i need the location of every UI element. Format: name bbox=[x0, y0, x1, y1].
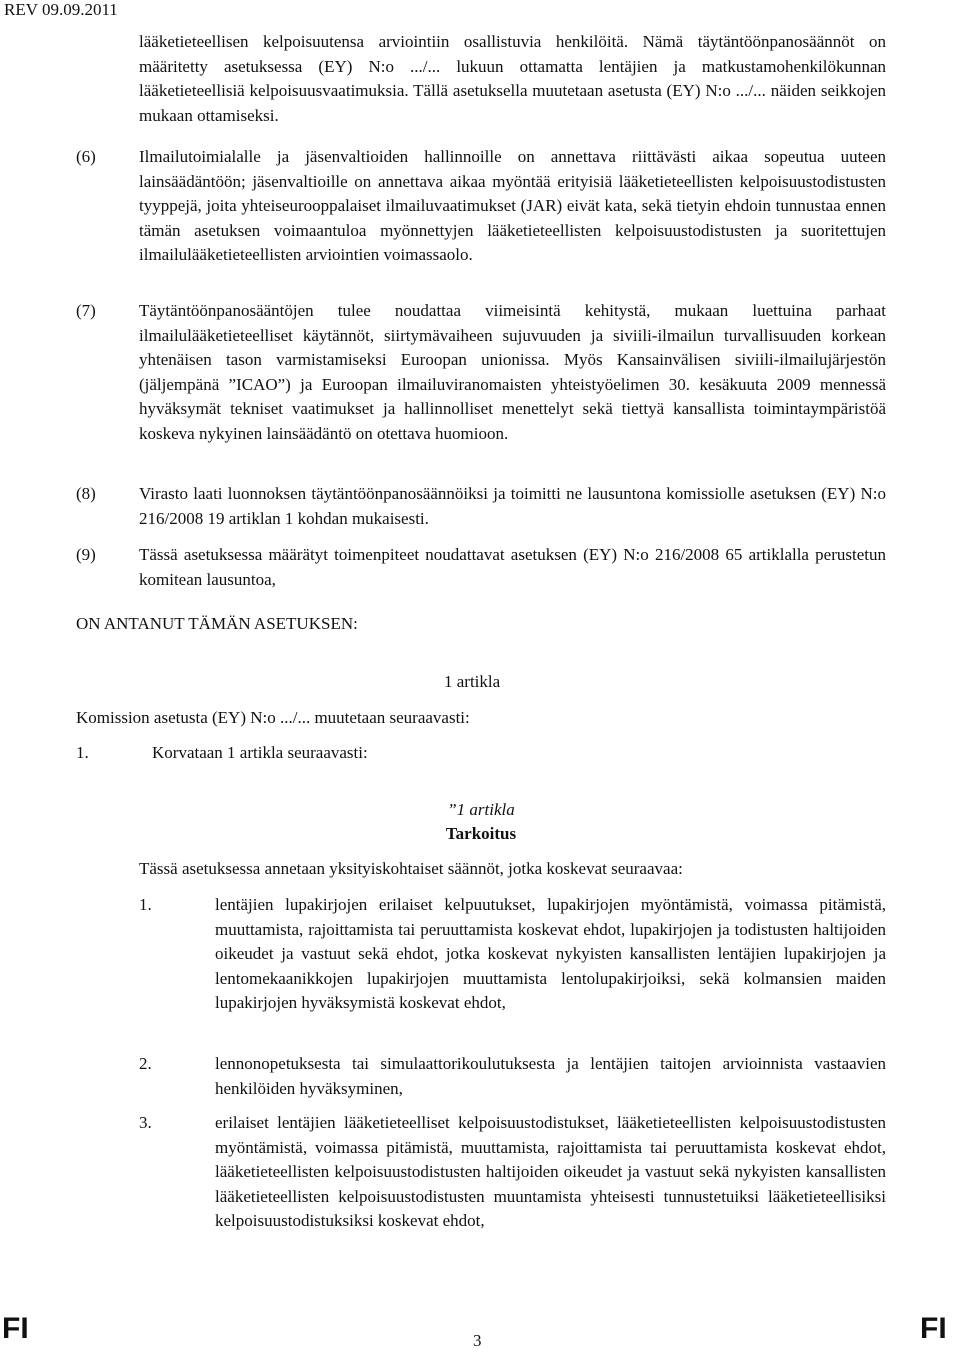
amendment-point-text: Korvataan 1 artikla seuraavasti: bbox=[152, 743, 368, 762]
list-item-number: 2. bbox=[139, 1054, 152, 1073]
recital-text: Virasto laati luonnoksen täytäntöönpanosäännöiksi ja toimitti ne lausuntona komissiolle asetuksen (EY) N:o 216/2008 19 artiklan 1 kohdan mukaisesti. bbox=[139, 484, 886, 528]
new-article-lead: Tässä asetuksessa annetaan yksityiskohtaiset säännöt, jotka koskevat seuraavaa: bbox=[139, 859, 683, 878]
recital-number: (7) bbox=[76, 301, 96, 320]
list-item-number: 3. bbox=[139, 1113, 152, 1132]
recital-text: Ilmailutoimialalle ja jäsenvaltioiden hallinnoille on annettava riittävästi aikaa sopeutua uuteen lainsäädäntöön; jäsenvaltioille on annettava aikaa myöntää erityisiä lääketieteellisten kelpoisuustodistusten tyyppejä, joita yhteiseurooppalaiset ilmailuvaatimukset (JAR) eivät kata, sekä tietyin ehdoin tunnustaa ennen tämän asetuksen voimaantuloa myönnettyjen lääketieteellisten kelpoisuustodistusten ja suoritettujen ilmailulääketieteellisten arviointien voimassaolo. bbox=[139, 147, 886, 264]
footer-language-code-left: FI bbox=[2, 1312, 29, 1345]
page-number: 3 bbox=[473, 1331, 482, 1350]
list-item-text: lennonopetuksesta tai simulaattorikoulutuksesta ja lentäjien taitojen arvioinnista vastaavien henkilöiden hyväksyminen, bbox=[215, 1054, 886, 1098]
article-heading: 1 artikla bbox=[444, 672, 501, 691]
list-item-number: 1. bbox=[139, 895, 152, 914]
recital-number: (6) bbox=[76, 147, 96, 166]
recital-text: Tässä asetuksessa määrätyt toimenpiteet noudattavat asetuksen (EY) N:o 216/2008 65 artiklalla perustetun komitean lausuntoa, bbox=[139, 545, 886, 589]
recital-text: Täytäntöönpanosääntöjen tulee noudattaa viimeisintä kehitystä, mukaan luettuina parhaat ilmailulääketieteelliset käytännöt, siirtymävaiheen sujuvuuden ja siviili-ilmailun turvallisuuden korkean yhtenäisen tason varmistamiseksi Euroopan unionissa. Myös Kansainvälisen siviili-ilmailujärjestön (jäljempänä ”ICAO”) ja Euroopan ilmailuviranomaisten yhteistyöelimen 30. kesäkuuta 2009 mennessä hyväksymät tekniset vaatimukset ja hallinnolliset menettelyt sekä tiettyä kansallista toimintaympäristöä koskeva nykyinen lainsäädäntö on otettava huomioon. bbox=[139, 301, 886, 443]
new-article-heading: ”1 artikla bbox=[447, 800, 515, 819]
new-article-title: Tarkoitus bbox=[445, 824, 517, 843]
list-item-text: erilaiset lentäjien lääketieteelliset kelpoisuustodistukset, lääketieteellisten kelpoisuustodistusten myöntämistä, voimassa pitämistä, muuttamista, rajoittamista tai peruuttamista koskevat ehdot, lääketieteellisten kelpoisuustodistusten haltijoiden oikeudet ja vastuut sekä nykyisten kansallisten lääketieteellisten kelpoisuustodistusten muuntamista yhteisesti tunnustetuiksi lääketieteellisiksi kelpoisuustodistuksiksi koskevat ehdot, bbox=[215, 1113, 886, 1230]
footer-language-code-right: FI bbox=[920, 1312, 947, 1345]
intro-paragraph: lääketieteellisen kelpoisuutensa arviointiin osallistuvia henkilöitä. Nämä täytäntöönpanosäännöt on määritetty asetuksessa (EY) N:o .../... lukuun ottamatta lentäjien ja matkustamohenkilökunnan lääketieteellisiä kelpoisuusvaatimuksia. Tällä asetuksella muutetaan asetusta (EY) N:o .../... näiden seikkojen mukaan ottamiseksi. bbox=[139, 32, 886, 125]
enactment-formula: ON ANTANUT TÄMÄN ASETUKSEN: bbox=[76, 614, 358, 633]
amendment-intro: Komission asetusta (EY) N:o .../... muutetaan seuraavasti: bbox=[76, 708, 470, 727]
recital-number: (8) bbox=[76, 484, 96, 503]
list-item-text: lentäjien lupakirjojen erilaiset kelpuutukset, lupakirjojen myöntämistä, voimassa pitämistä, muuttamista, rajoittamista tai peruuttamista koskevat ehdot, lupakirjojen ja todistusten haltijoiden oikeudet ja vastuut sekä ehdot, jotka koskevat nykyisten kansallisten lentäjien lupakirjojen ja lentomekaanikkojen lupakirjojen muuttamista lentolupakirjoiksi, sekä kolmansien maiden lupakirjojen hyväksymistä koskevat ehdot, bbox=[215, 895, 886, 1012]
recital-number: (9) bbox=[76, 545, 96, 564]
document-revision-header: REV 09.09.2011 bbox=[4, 0, 118, 19]
amendment-point-number: 1. bbox=[76, 743, 89, 762]
